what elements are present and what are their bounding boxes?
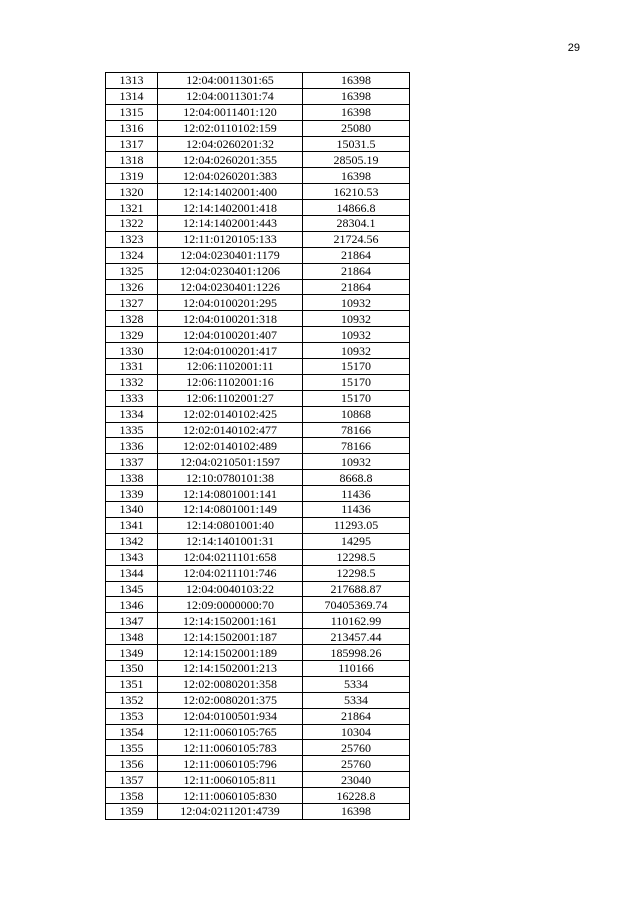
cadastral-number-cell: 12:11:0060105:765 xyxy=(158,724,303,740)
table-row xyxy=(106,581,410,597)
row-number-cell: 1329 xyxy=(106,327,158,343)
table-row xyxy=(106,104,410,120)
cadastral-number-cell: 12:06:1102001:16 xyxy=(158,374,303,390)
table-row xyxy=(106,327,410,343)
cadastral-number-cell: 12:04:0100201:407 xyxy=(158,327,303,343)
value-cell: 185998.26 xyxy=(303,645,410,661)
row-number-cell: 1313 xyxy=(106,73,158,89)
cadastral-number-cell: 12:04:0011301:65 xyxy=(158,73,303,89)
value-cell: 217688.87 xyxy=(303,581,410,597)
row-number-cell: 1323 xyxy=(106,231,158,247)
value-cell: 110166 xyxy=(303,660,410,676)
cadastral-number-cell: 12:04:0100201:417 xyxy=(158,343,303,359)
cadastral-number-cell: 12:04:0011401:120 xyxy=(158,104,303,120)
cadastral-number-cell: 12:14:0801001:149 xyxy=(158,502,303,518)
cadastral-number-cell: 12:14:1402001:443 xyxy=(158,216,303,232)
value-cell: 16210.53 xyxy=(303,184,410,200)
row-number-cell: 1336 xyxy=(106,438,158,454)
value-cell: 12298.5 xyxy=(303,565,410,581)
cadastral-number-cell: 12:04:0011301:74 xyxy=(158,88,303,104)
value-cell: 16398 xyxy=(303,73,410,89)
table-row xyxy=(106,549,410,565)
value-cell: 10932 xyxy=(303,311,410,327)
table-row xyxy=(106,740,410,756)
cadastral-number-cell: 12:04:0211101:746 xyxy=(158,565,303,581)
table-row xyxy=(106,200,410,216)
table-row xyxy=(106,247,410,263)
cadastral-number-cell: 12:02:0140102:425 xyxy=(158,406,303,422)
table-row xyxy=(106,613,410,629)
cadastral-number-cell: 12:04:0040103:22 xyxy=(158,581,303,597)
value-cell: 21864 xyxy=(303,708,410,724)
row-number-cell: 1324 xyxy=(106,247,158,263)
value-cell: 14295 xyxy=(303,533,410,549)
cadastral-number-cell: 12:04:0210501:1597 xyxy=(158,454,303,470)
cadastral-number-cell: 12:10:0780101:38 xyxy=(158,470,303,486)
value-cell: 10932 xyxy=(303,343,410,359)
value-cell: 16228.8 xyxy=(303,788,410,804)
cadastral-number-cell: 12:04:0260201:383 xyxy=(158,168,303,184)
cadastral-number-cell: 12:02:0140102:477 xyxy=(158,422,303,438)
table-row xyxy=(106,168,410,184)
table-row xyxy=(106,724,410,740)
table-row xyxy=(106,533,410,549)
value-cell: 25080 xyxy=(303,120,410,136)
cadastral-number-cell: 12:11:0060105:796 xyxy=(158,756,303,772)
cadastral-number-cell: 12:02:0110102:159 xyxy=(158,120,303,136)
row-number-cell: 1316 xyxy=(106,120,158,136)
cadastral-number-cell: 12:14:1502001:161 xyxy=(158,613,303,629)
table-row xyxy=(106,263,410,279)
value-cell: 11293.05 xyxy=(303,517,410,533)
row-number-cell: 1330 xyxy=(106,343,158,359)
value-cell: 14866.8 xyxy=(303,200,410,216)
row-number-cell: 1334 xyxy=(106,406,158,422)
table-row xyxy=(106,390,410,406)
row-number-cell: 1351 xyxy=(106,676,158,692)
cadastral-number-cell: 12:14:1502001:187 xyxy=(158,629,303,645)
value-cell: 21864 xyxy=(303,263,410,279)
row-number-cell: 1348 xyxy=(106,629,158,645)
table-row xyxy=(106,772,410,788)
row-number-cell: 1314 xyxy=(106,88,158,104)
row-number-cell: 1335 xyxy=(106,422,158,438)
value-cell: 10304 xyxy=(303,724,410,740)
value-cell: 15170 xyxy=(303,390,410,406)
table-row xyxy=(106,120,410,136)
row-number-cell: 1355 xyxy=(106,740,158,756)
value-cell: 12298.5 xyxy=(303,549,410,565)
table-row xyxy=(106,565,410,581)
records-table-body xyxy=(106,73,410,820)
cadastral-number-cell: 12:04:0100501:934 xyxy=(158,708,303,724)
cadastral-number-cell: 12:04:0211101:658 xyxy=(158,549,303,565)
table-row xyxy=(106,676,410,692)
cadastral-number-cell: 12:06:1102001:27 xyxy=(158,390,303,406)
value-cell: 78166 xyxy=(303,438,410,454)
table-row xyxy=(106,756,410,772)
cadastral-number-cell: 12:14:1402001:418 xyxy=(158,200,303,216)
row-number-cell: 1317 xyxy=(106,136,158,152)
row-number-cell: 1356 xyxy=(106,756,158,772)
table-row xyxy=(106,184,410,200)
cadastral-number-cell: 12:14:1502001:213 xyxy=(158,660,303,676)
value-cell: 23040 xyxy=(303,772,410,788)
value-cell: 21724.56 xyxy=(303,231,410,247)
table-row xyxy=(106,517,410,533)
row-number-cell: 1338 xyxy=(106,470,158,486)
row-number-cell: 1347 xyxy=(106,613,158,629)
row-number-cell: 1357 xyxy=(106,772,158,788)
row-number-cell: 1358 xyxy=(106,788,158,804)
table-row xyxy=(106,295,410,311)
table-row xyxy=(106,374,410,390)
cadastral-number-cell: 12:14:1402001:400 xyxy=(158,184,303,200)
table-row xyxy=(106,470,410,486)
row-number-cell: 1345 xyxy=(106,581,158,597)
cadastral-number-cell: 12:04:0100201:318 xyxy=(158,311,303,327)
table-row xyxy=(106,692,410,708)
row-number-cell: 1319 xyxy=(106,168,158,184)
cadastral-number-cell: 12:04:0230401:1226 xyxy=(158,279,303,295)
table-row xyxy=(106,422,410,438)
row-number-cell: 1321 xyxy=(106,200,158,216)
value-cell: 15031.5 xyxy=(303,136,410,152)
value-cell: 8668.8 xyxy=(303,470,410,486)
row-number-cell: 1322 xyxy=(106,216,158,232)
row-number-cell: 1328 xyxy=(106,311,158,327)
value-cell: 10932 xyxy=(303,327,410,343)
cadastral-number-cell: 12:04:0230401:1179 xyxy=(158,247,303,263)
table-row xyxy=(106,73,410,89)
row-number-cell: 1340 xyxy=(106,502,158,518)
row-number-cell: 1346 xyxy=(106,597,158,613)
table-row xyxy=(106,216,410,232)
row-number-cell: 1333 xyxy=(106,390,158,406)
cadastral-number-cell: 12:04:0260201:32 xyxy=(158,136,303,152)
row-number-cell: 1350 xyxy=(106,660,158,676)
value-cell: 16398 xyxy=(303,104,410,120)
row-number-cell: 1352 xyxy=(106,692,158,708)
value-cell: 28304.1 xyxy=(303,216,410,232)
cadastral-number-cell: 12:02:0080201:375 xyxy=(158,692,303,708)
value-cell: 70405369.74 xyxy=(303,597,410,613)
value-cell: 10932 xyxy=(303,454,410,470)
row-number-cell: 1354 xyxy=(106,724,158,740)
cadastral-number-cell: 12:14:1401001:31 xyxy=(158,533,303,549)
value-cell: 10932 xyxy=(303,295,410,311)
row-number-cell: 1342 xyxy=(106,533,158,549)
row-number-cell: 1343 xyxy=(106,549,158,565)
value-cell: 78166 xyxy=(303,422,410,438)
row-number-cell: 1359 xyxy=(106,803,158,819)
table-row xyxy=(106,231,410,247)
row-number-cell: 1331 xyxy=(106,359,158,375)
row-number-cell: 1315 xyxy=(106,104,158,120)
row-number-cell: 1353 xyxy=(106,708,158,724)
value-cell: 16398 xyxy=(303,803,410,819)
row-number-cell: 1337 xyxy=(106,454,158,470)
table-row xyxy=(106,597,410,613)
cadastral-number-cell: 12:14:0801001:40 xyxy=(158,517,303,533)
cadastral-number-cell: 12:11:0060105:811 xyxy=(158,772,303,788)
row-number-cell: 1339 xyxy=(106,486,158,502)
cadastral-number-cell: 12:11:0060105:783 xyxy=(158,740,303,756)
cadastral-number-cell: 12:04:0230401:1206 xyxy=(158,263,303,279)
table-row xyxy=(106,502,410,518)
value-cell: 5334 xyxy=(303,692,410,708)
table-row xyxy=(106,629,410,645)
table-row xyxy=(106,803,410,819)
table-row xyxy=(106,788,410,804)
cadastral-number-cell: 12:09:0000000:70 xyxy=(158,597,303,613)
row-number-cell: 1332 xyxy=(106,374,158,390)
cadastral-number-cell: 12:11:0120105:133 xyxy=(158,231,303,247)
cadastral-number-cell: 12:02:0140102:489 xyxy=(158,438,303,454)
row-number-cell: 1349 xyxy=(106,645,158,661)
value-cell: 11436 xyxy=(303,502,410,518)
table-row xyxy=(106,406,410,422)
row-number-cell: 1326 xyxy=(106,279,158,295)
value-cell: 16398 xyxy=(303,168,410,184)
table-row xyxy=(106,660,410,676)
row-number-cell: 1318 xyxy=(106,152,158,168)
value-cell: 25760 xyxy=(303,740,410,756)
cadastral-number-cell: 12:14:0801001:141 xyxy=(158,486,303,502)
row-number-cell: 1320 xyxy=(106,184,158,200)
value-cell: 110162.99 xyxy=(303,613,410,629)
row-number-cell: 1325 xyxy=(106,263,158,279)
table-row xyxy=(106,486,410,502)
value-cell: 5334 xyxy=(303,676,410,692)
table-row xyxy=(106,454,410,470)
page-number: 29 xyxy=(567,42,580,54)
table-row xyxy=(106,88,410,104)
cadastral-number-cell: 12:04:0100201:295 xyxy=(158,295,303,311)
value-cell: 11436 xyxy=(303,486,410,502)
cadastral-number-cell: 12:06:1102001:11 xyxy=(158,359,303,375)
row-number-cell: 1344 xyxy=(106,565,158,581)
value-cell: 16398 xyxy=(303,88,410,104)
value-cell: 10868 xyxy=(303,406,410,422)
table-row xyxy=(106,152,410,168)
table-row xyxy=(106,438,410,454)
value-cell: 213457.44 xyxy=(303,629,410,645)
value-cell: 15170 xyxy=(303,359,410,375)
table-row xyxy=(106,645,410,661)
table-row xyxy=(106,359,410,375)
cadastral-number-cell: 12:04:0260201:355 xyxy=(158,152,303,168)
table-row xyxy=(106,708,410,724)
value-cell: 21864 xyxy=(303,247,410,263)
table-row xyxy=(106,311,410,327)
cadastral-number-cell: 12:02:0080201:358 xyxy=(158,676,303,692)
table-row xyxy=(106,279,410,295)
row-number-cell: 1327 xyxy=(106,295,158,311)
value-cell: 25760 xyxy=(303,756,410,772)
value-cell: 28505.19 xyxy=(303,152,410,168)
value-cell: 15170 xyxy=(303,374,410,390)
table-row xyxy=(106,343,410,359)
cadastral-number-cell: 12:04:0211201:4739 xyxy=(158,803,303,819)
row-number-cell: 1341 xyxy=(106,517,158,533)
cadastral-number-cell: 12:14:1502001:189 xyxy=(158,645,303,661)
value-cell: 21864 xyxy=(303,279,410,295)
cadastral-number-cell: 12:11:0060105:830 xyxy=(158,788,303,804)
records-table xyxy=(105,72,410,820)
table-row xyxy=(106,136,410,152)
